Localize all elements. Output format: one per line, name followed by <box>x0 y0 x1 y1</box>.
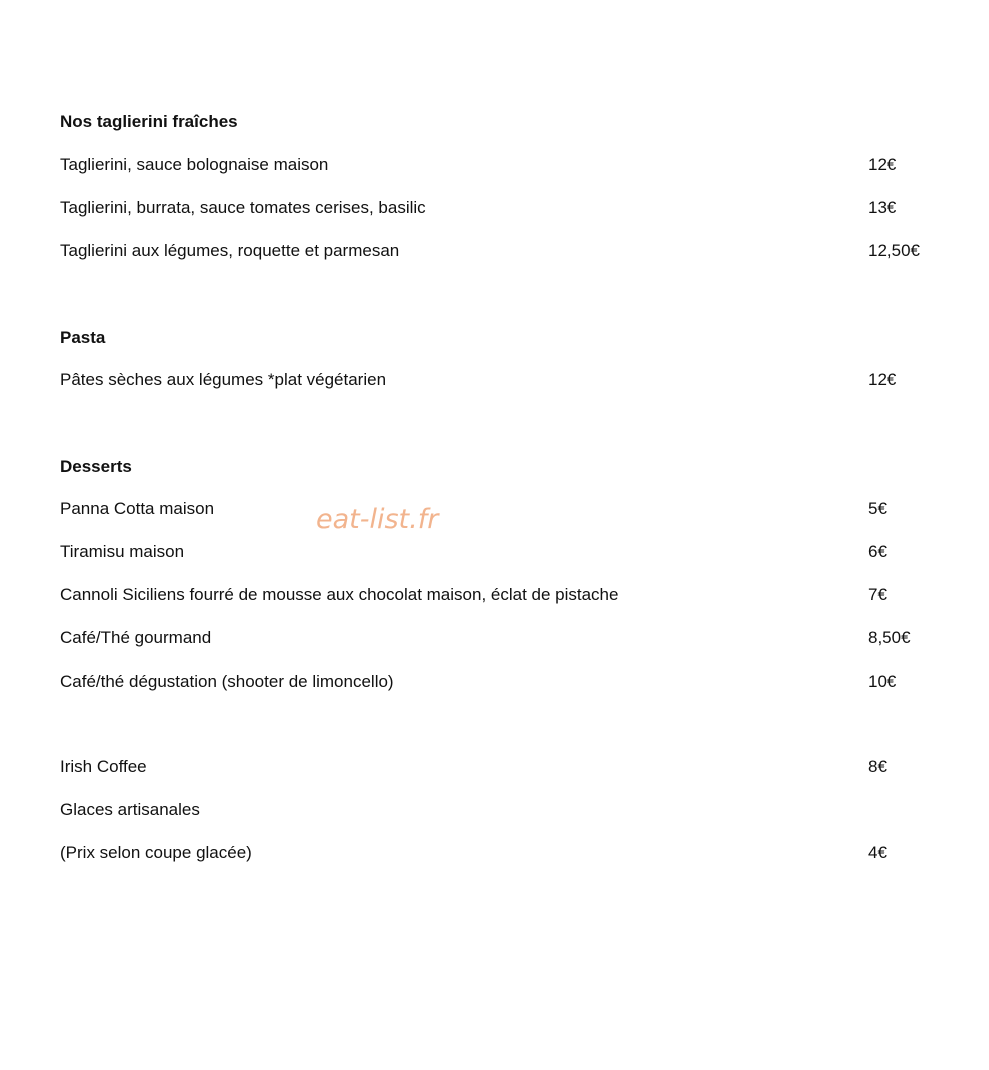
menu-item <box>60 627 940 649</box>
menu-item-price: 13€ <box>868 198 897 217</box>
menu-item-price: 12€ <box>868 155 897 174</box>
menu-item-price: 4€ <box>868 843 887 862</box>
menu-item-name: Taglierini, burrata, sauce tomates cerises, basilic <box>60 198 426 217</box>
menu-item-price: 12,50€ <box>868 241 920 260</box>
menu-item-name: Cannoli Siciliens fourré de mousse aux chocolat maison, éclat de pistache <box>60 585 619 604</box>
menu-item-price: 7€ <box>868 585 887 604</box>
menu-item-price: 10€ <box>868 672 897 691</box>
menu-item-price: 6€ <box>868 542 887 561</box>
watermark: eat-list.fr <box>316 504 439 535</box>
menu-item-name: Taglierini aux légumes, roquette et parmesan <box>60 241 400 260</box>
menu-item <box>60 584 940 606</box>
menu-item-price: 12€ <box>868 370 897 389</box>
menu-item-name: Irish Coffee <box>60 757 147 776</box>
menu-item-name: Panna Cotta maison <box>60 499 215 518</box>
menu-item <box>60 154 940 176</box>
menu-item-name: Glaces artisanales <box>60 800 200 819</box>
menu-item-price: 8,50€ <box>868 628 911 647</box>
menu-item <box>60 756 940 778</box>
menu-item-name: Taglierini, sauce bolognaise maison <box>60 155 329 174</box>
menu-item <box>60 369 940 391</box>
menu-item <box>60 498 940 520</box>
menu-item-name: Pâtes sèches aux légumes *plat végétarien <box>60 370 387 389</box>
menu-item <box>60 240 940 262</box>
menu-item <box>60 671 940 693</box>
section-heading-taglierini: Nos taglierini fraîches <box>60 112 238 131</box>
menu-item-name: (Prix selon coupe glacée) <box>60 843 252 862</box>
menu-item-price: 8€ <box>868 757 887 776</box>
section-heading-desserts: Desserts <box>60 457 132 476</box>
menu-item <box>60 541 940 563</box>
menu-item-name: Café/thé dégustation (shooter de limoncello) <box>60 672 394 691</box>
menu-item-name: Café/Thé gourmand <box>60 628 212 647</box>
menu-item <box>60 197 940 219</box>
menu-item-name: Tiramisu maison <box>60 542 185 561</box>
menu-item <box>60 842 940 864</box>
section-heading-pasta: Pasta <box>60 328 106 347</box>
menu-item-price: 5€ <box>868 499 887 518</box>
menu-item <box>60 799 940 821</box>
